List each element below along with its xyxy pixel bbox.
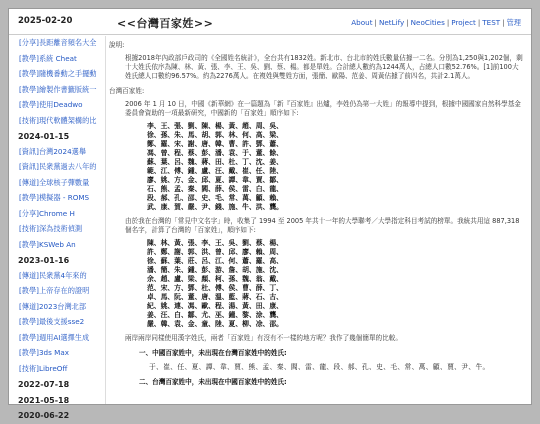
sidebar-link[interactable]: [傳道]全球核子彈數量 [19,177,90,187]
nav-neocities-link[interactable]: NeoCities [410,18,445,27]
sidebar-link[interactable]: [教學]KSWeb An [19,239,76,249]
sidebar-date: 2022-07-18 [18,380,70,389]
sidebar-link[interactable]: [資訊]台灣2024選舉 [19,146,87,156]
grid-row: 李、王、張、劉、陳、楊、黃、趙、周、吳、 [147,122,283,130]
grid-row: 石、熊、孟、秦、閻、薛、侯、雷、白、龍、 [147,185,283,193]
section-title: 台灣百家姓: [109,87,145,95]
nav-test-link[interactable]: TEST [482,18,501,27]
sidebar-link[interactable]: [技術]LibreOff [19,363,68,373]
sidebar-link[interactable]: [教學]隨機番動之手擺動 [19,69,97,78]
sidebar-date: 2020-06-22 [18,411,70,420]
grid-row: 廖、姚、方、金、邱、夏、譚、韋、賈、鄒、 [147,176,283,184]
grid-row: 武、康、賀、嚴、尹、錢、施、牛、洪、龔。 [147,203,283,211]
sidebar-link[interactable]: [教學]模擬器 - ROMS [19,193,90,202]
sidebar-date: 2023-01-16 [18,256,70,265]
sidebar-link[interactable]: [傳道]民衆黨4年來的 [19,270,87,280]
sidebar-link[interactable]: [技術]深為技術偵測 [19,224,83,233]
china-surname-grid [109,122,525,212]
grid-row: 陳、林、黃、張、李、王、吳、劉、蔡、楊、 [147,239,283,247]
sidebar-link[interactable]: [教學]系統 Cheat [19,53,77,63]
post-date: 2025-02-20 [18,16,73,26]
comparison-list-1: 于、崔、任、夏、譚、韋、賈、熊、孟、秦、閻、雷、龍、段、郝、孔、史、毛、常、萬、顧、賈、尹、牛。 [149,363,490,371]
grid-row: 嚴、韓、袁、金、童、陸、夏、柳、凃、邵。 [147,320,283,328]
grid-row: 段、郝、孔、邵、史、毛、常、萬、顧、賴、 [147,194,283,202]
grid-row: 卓、馬、阮、董、唐、溫、藍、蔣、石、古、 [147,293,283,301]
grid-row: 範、江、傅、鍾、盧、汪、戴、崔、任、陸、 [147,167,283,175]
section2-paragraph: 由於我在台灣的「常見中文名字」時，收集了 1994 至 2005 年共十一年的大學聯考／大學指定科目考試的榜單。我統共用這 887,318 個名字，計算了台灣的「百家姓」，順序如下: [125,217,520,234]
grid-row: 潘、簡、朱、鍾、彭、游、詹、胡、施、沈、 [147,266,283,274]
sidebar-link[interactable]: [資訊]民衆黨過去八年的 [19,162,97,171]
grid-row: 徐、孫、朱、馬、胡、郭、林、何、高、梁、 [147,131,283,139]
page-title: <<台灣百家姓>> [117,17,214,30]
grid-row: 鄭、羅、宋、謝、唐、韓、曹、許、鄧、蕭、 [147,140,283,148]
grid-row: 范、宋、方、鄧、杜、傅、侯、曹、薛、丁、 [147,284,283,292]
sidebar-link[interactable]: [教學]使用Deadwo [19,100,83,109]
question-paragraph: 兩岸兩岸同樣使用漢字姓氏，兩者「百家姓」有沒有不一樣的地方呢？我作了幾個簡單的比較。 [125,334,402,342]
top-nav: About | NetLify | NeoCities | Project | TEST | 管理 [351,18,521,27]
grid-row: 余、趙、盧、梁、顏、柯、孫、魏、翁、戴、 [147,275,283,283]
sidebar-link[interactable]: [教學]繪製作書籤版統一 [19,84,97,94]
sidebar-link[interactable]: [教學]最後支援sse2 [19,317,85,326]
nav-project-link[interactable]: Project [451,18,476,27]
sidebar-link[interactable]: [傳道]2023台灣北部 [19,301,87,311]
section1-paragraph: 2006 年 1 月 10 日，中國《新華網》在一篇題為「新『百家姓』出爐，李姓仍為第一大姓」的報導中提到，根據中國國家自然科學基金委員會資助的一項最新研究，中國新的「百家姓」順序如下: [125,100,521,117]
sidebar-link[interactable]: [教學]3ds Max [19,348,70,357]
browser-page [8,8,532,420]
nav-about-link[interactable]: About [351,18,373,27]
sidebar-date: 2021-05-18 [18,395,70,405]
sidebar-link[interactable]: [教學]上帝存在的證明 [19,286,90,295]
comparison-item-2: 二、台灣百家姓中，未出現在中國百家姓中的姓氏: [139,378,287,386]
sidebar-link[interactable]: [分享]長距離音頻名大全 [19,38,97,47]
sidebar-link[interactable]: [教學]週用AI選擇生成 [19,332,90,342]
taiwan-surname-grid [109,239,525,329]
grid-row: 許、鄭、謝、郭、洪、曾、邱、廖、賴、周、 [147,248,283,256]
grid-row: 馮、曾、程、蔡、彭、潘、袁、于、董、餘、 [147,149,283,157]
comparison-item-1: 一、中國百家姓中，未出現在台灣百家姓中的姓氏: [139,349,287,357]
nav-netlify-link[interactable]: NetLify [378,18,405,27]
divider [105,36,106,404]
grid-row: 姜、汪、白、鄒、尤、巫、鐘、黎、涂、龔、 [147,311,283,319]
grid-row: 徐、蘇、葉、莊、呂、江、何、蕭、羅、高、 [147,257,283,265]
nav-admin-link[interactable]: 管理 [506,18,521,27]
top-bar [9,9,531,35]
sidebar-link[interactable]: [技術]現代軟體架構的比 [19,115,97,125]
intro-paragraph: 根據2018年內政部戶政司的《全國姓名統計》，全台共有1832姓。新北市、台北市的姓氏數量佔據一二名。分別為1,250與1,202個，剩十大姓氏依序為陳、林、黃、張、李、王、吳、劉、蔡、楊。都是單姓。合計總人數約為1244萬人，占總人口數52.76%。[1]前100大姓氏總人口數約96.57%。約為2276萬人。在複姓與雙姓方面，張簡、歐陽、范姜、周黃佔據了前四名，共計2.1萬人。 [125,54,523,80]
article-body [109,36,525,404]
grid-row: 蘇、葉、呂、魏、蔣、田、杜、丁、沈、姜、 [147,158,283,166]
grid-row: 紀、姚、連、馮、歐、程、湯、黃、田、康、 [147,302,283,310]
sidebar-date: 2024-01-15 [18,132,70,141]
sidebar-link[interactable]: [分享]Chrome H [19,208,75,218]
sidebar [9,36,101,420]
intro-label: 說明: [109,41,125,49]
